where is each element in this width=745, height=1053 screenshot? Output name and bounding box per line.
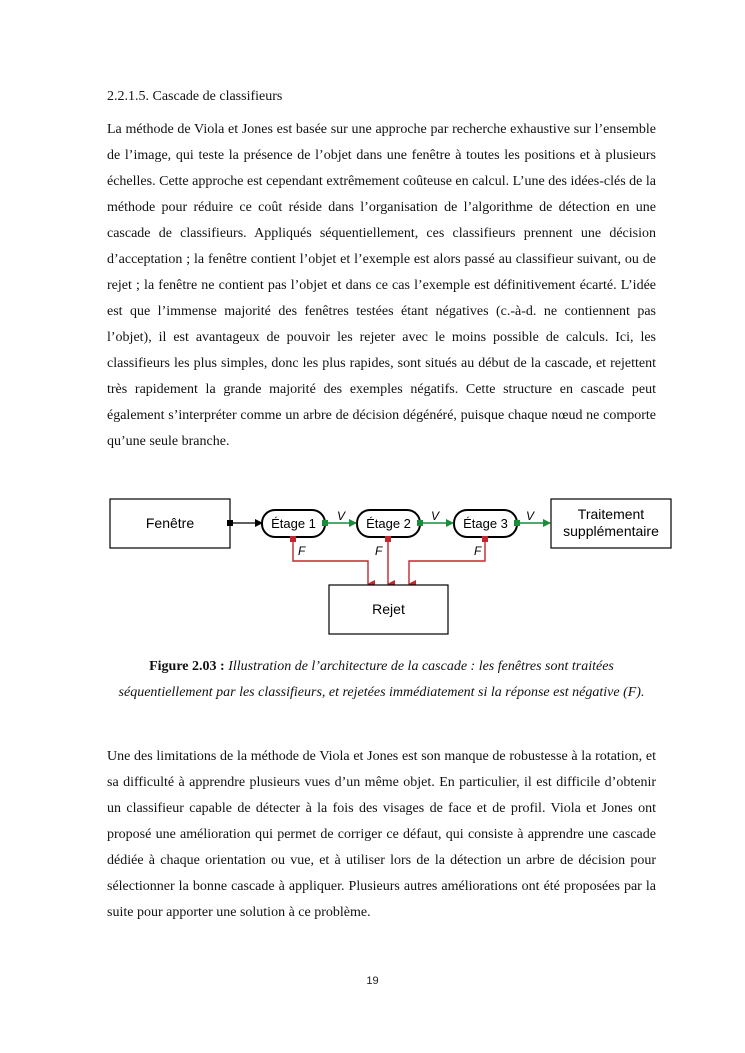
- false-port-2: [385, 536, 391, 542]
- connector-node: [227, 520, 233, 526]
- page-number: 19: [366, 975, 379, 987]
- input-window-label: Fenêtre: [145, 515, 195, 531]
- false-port-3: [482, 536, 488, 542]
- true-label-2: V: [431, 509, 440, 523]
- figure-label: Figure 2.03 :: [149, 659, 225, 674]
- cascade-diagram: [0, 490, 745, 650]
- false-label-2: F: [375, 544, 383, 558]
- output-processing-line1: Traitement: [577, 506, 645, 522]
- figure-caption-text: Illustration de l’architecture de la cascade : les fenêtres sont traitées séquentiellement par les classifieurs, et rejetées immédiatement si la réponse est négative (F).: [118, 659, 645, 700]
- stage-1-label: Étage 1: [271, 516, 316, 531]
- true-label-1: V: [337, 509, 346, 523]
- stage-3-label: Étage 3: [463, 516, 508, 531]
- paragraph-intro: La méthode de Viola et Jones est basée sur une approche par recherche exhaustive sur l’ensemble de l’image, qui teste la présence de l’objet dans une fenêtre à toutes les positions et à plusieurs échelles. Cette approche est cependant extrêmement coûteuse en calcul. L’une des idées-clés de la méthode pour réduire ce coût réside dans l’organisation de l’algorithme de détection en une cascade de classifieurs. Appliqués séquentiellement, ces classifieurs prennent une décision d’acceptation ; la fenêtre contient l’objet et l’exemple est alors passé au classifieur suivant, ou de rejet ; la fenêtre ne contient pas l’objet et dans ce cas l’exemple est définitivement écarté. L’idée est que l’immense majorité des fenêtres testées étant négatives (c.-à-d. ne contiennent pas l’objet), il est avantageux de pouvoir les rejeter avec le moins possible de calculs. Ici, les classifieurs les plus simples, donc les plus rapides, sont situés au début de la cascade, et rejettent très rapidement la grande majorité des exemples négatifs. Cette structure en cascade peut également s’interpréter comme un arbre de décision dégénéré, puisque chaque nœud ne comporte qu’une seule branche.: [107, 122, 656, 449]
- true-port-3: [514, 520, 520, 526]
- output-processing-line2: supplémentaire: [563, 523, 659, 539]
- section-heading: 2.2.1.5. Cascade de classifieurs: [107, 89, 283, 104]
- false-label-1: F: [298, 544, 306, 558]
- true-port-2: [417, 520, 423, 526]
- figure-caption: [107, 654, 656, 706]
- stage-2-label: Étage 2: [366, 516, 411, 531]
- false-port-1: [290, 536, 296, 542]
- true-label-3: V: [526, 509, 535, 523]
- true-port-1: [322, 520, 328, 526]
- paragraph-limitations: Une des limitations de la méthode de Viola et Jones est son manque de robustesse à la rotation, et sa difficulté à apprendre plusieurs vues d’un même objet. En particulier, il est difficile d’obtenir un classifieur capable de détecter à la fois des visages de face et de profil. Viola et Jones ont proposé une amélioration qui permet de corriger ce défaut, qui consiste à apprendre une cascade dédiée à chaque orientation ou vue, et à utiliser lors de la détection un arbre de décision pour sélectionner la bonne cascade à appliquer. Plusieurs autres améliorations ont été proposées par la suite pour apporter une solution à ce problème.: [107, 749, 656, 920]
- false-label-3: F: [474, 544, 482, 558]
- reject-label: Rejet: [372, 601, 405, 617]
